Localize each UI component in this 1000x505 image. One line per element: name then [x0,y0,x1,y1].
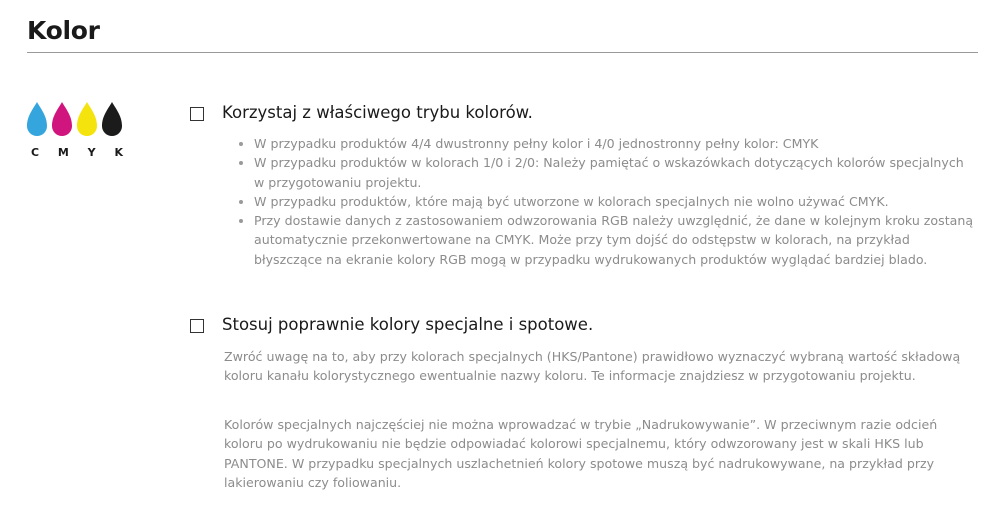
spot-colors-paragraph: Kolorów specjalnych najczęściej nie można wprowadzać w trybie „Nadrukowywanie”. W przeciwnym razie odcień koloru po wydrukowaniu nie będzie odpowiadać kolorowi specjalnemu, który odwzorowany jest w skali HKS lub PANTONE. W przypadku specjalnych uszlachetnień kolory spotowe muszą być nadrukowywane, na przykład przy lakierowaniu czy foliowaniu. [224,417,938,490]
spot-colors-paragraph: Zwróć uwagę na to, aby przy kolorach specjalnych (HKS/Pantone) prawidłowo wyznaczyć wybraną wartość składową koloru kanału kolorystycznego ewentualnie nazwy koloru. Te informacje znajdziesz w przygotowaniu projektu. [224,349,961,384]
cmyk-letter: K [114,146,123,159]
list-item: • W przypadku produktów w kolorach 1/0 i 2/0: Należy pamiętać o wskazówkach dotyczących kolorów specjalnych w przygotowaniu projektu. [254,153,974,192]
color-mode-bullet-list [236,134,974,269]
cmyk-letter: M [57,146,69,159]
list-item: • Przy dostawie danych z zastosowaniem odwzorowania RGB należy uwzględnić, że dane w kolejnym kroku zostaną automatycznie przekonwertowane na CMYK. Może przy tym dojść do odstępstw w kolorach, na przykład błyszczące na ekranie kolory RGB mogą w przypadku wydrukowanych produktów wyglądać bardziej blado. [254,211,974,269]
section-heading-color-mode: Korzystaj z właściwego trybu kolorów. [222,103,533,122]
title-divider [27,52,978,53]
black-drop-icon [102,102,122,136]
spot-colors-checkbox[interactable] [190,319,204,333]
cmyk-letters [31,146,123,159]
list-item: • W przypadku produktów, które mają być utworzone w kolorach specjalnych nie wolno używać CMYK. [254,192,974,211]
section-heading-spot-colors: Stosuj poprawnie kolory specjalne i spotowe. [222,315,594,334]
yellow-drop-icon [77,102,97,136]
color-mode-checkbox[interactable] [190,107,204,121]
list-item: • W przypadku produktów 4/4 dwustronny pełny kolor i 4/0 jednostronny pełny kolor: CMYK [254,134,974,153]
page-title: Kolor [27,16,100,45]
magenta-drop-icon [52,102,72,136]
cyan-drop-icon [27,102,47,136]
cmyk-letter: Y [87,146,96,159]
cmyk-letter: C [31,146,40,159]
